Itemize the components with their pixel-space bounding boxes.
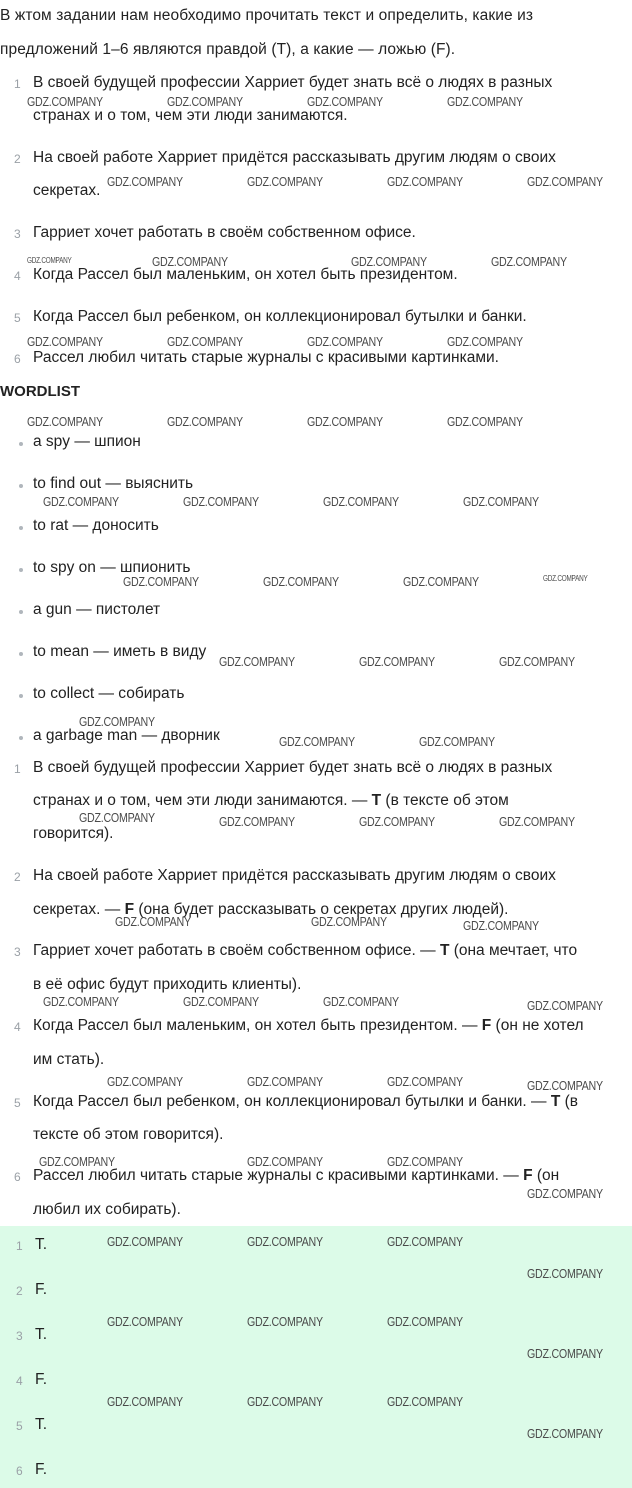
intro-line-2: предложений 1–6 являются правдой (T), а какие — ложью (F).	[0, 41, 456, 58]
explained-text	[33, 1167, 559, 1185]
explained-text-part: Гарриет хочет работать в своём собственном офисе. —	[33, 942, 440, 959]
watermark-text: GDZ.COMPANY	[247, 1394, 323, 1409]
statement-number: 5	[14, 311, 21, 325]
watermark-text: GDZ.COMPANY	[263, 574, 339, 589]
explained-text-part: (в	[560, 1093, 579, 1110]
bullet-icon	[19, 610, 23, 614]
statement-text: Гарриет хочет работать в своём собственном офисе.	[33, 224, 416, 241]
wordlist-heading: WORDLIST	[0, 383, 80, 400]
answer-number: 1	[16, 1239, 23, 1253]
explained-text-cont: им стать).	[33, 1051, 105, 1068]
watermark-text: GDZ.COMPANY	[107, 174, 183, 189]
watermark-text: GDZ.COMPANY	[527, 1186, 603, 1201]
answer-value: F.	[35, 1461, 48, 1478]
explained-text-part: Когда Рассел был маленьким, он хотел быть президентом. —	[33, 1017, 482, 1034]
watermark-text: GDZ.COMPANY	[387, 1314, 463, 1329]
watermark-text: GDZ.COMPANY	[499, 814, 575, 829]
explained-text-cont: говорится).	[33, 825, 114, 842]
watermark-text: GDZ.COMPANY	[247, 1234, 323, 1249]
statement-text: Рассел любил читать старые журналы с красивыми картинками.	[33, 349, 499, 366]
verdict-mark: F	[523, 1167, 533, 1184]
watermark-text: GDZ.COMPANY	[527, 174, 603, 189]
watermark-text: GDZ.COMPANY	[447, 414, 523, 429]
verdict-mark: F	[481, 1017, 492, 1034]
watermark-text: GDZ.COMPANY	[403, 574, 479, 589]
watermark-text: GDZ.COMPANY	[447, 334, 523, 349]
watermark-text: GDZ.COMPANY	[219, 814, 295, 829]
explained-text	[33, 942, 577, 960]
explained-text-part: (в тексте об этом	[381, 792, 509, 809]
answer-value: T.	[35, 1236, 48, 1253]
watermark-text: GDZ.COMPANY	[27, 414, 103, 429]
watermark-text: GDZ.COMPANY	[152, 254, 228, 269]
bullet-icon	[19, 442, 23, 446]
watermark-text: GDZ.COMPANY	[307, 334, 383, 349]
watermark-text: GDZ.COMPANY	[307, 414, 383, 429]
answer-number: 5	[16, 1419, 23, 1433]
watermark-text: GDZ.COMPANY	[387, 1074, 463, 1089]
watermark-text: GDZ.COMPANY	[183, 494, 259, 509]
watermark-text: GDZ.COMPANY	[311, 914, 387, 929]
watermark-text: GDZ.COMPANY	[107, 1394, 183, 1409]
bullet-icon	[19, 526, 23, 530]
watermark-text: GDZ.COMPANY	[167, 414, 243, 429]
explained-text-part: (он	[532, 1167, 560, 1184]
statement-text: В своей будущей профессии Харриет будет знать всё о людях в разных	[33, 74, 553, 91]
answer-value: T.	[35, 1326, 48, 1343]
explained-text-part: Когда Рассел был ребенком, он коллекционировал бутылки и банки. —	[33, 1093, 551, 1110]
watermark-text: GDZ.COMPANY	[27, 334, 103, 349]
answer-value: F.	[35, 1371, 48, 1388]
watermark-text: GDZ.COMPANY	[527, 1078, 603, 1093]
explained-text-part: (она будет рассказывать о секретах других людей).	[134, 901, 509, 918]
watermark-text: GDZ.COMPANY	[27, 256, 72, 265]
watermark-text: GDZ.COMPANY	[247, 1154, 323, 1169]
watermark-text: GDZ.COMPANY	[79, 810, 155, 825]
explained-text-part: (она мечтает, что	[449, 942, 578, 959]
explained-number: 6	[14, 1170, 21, 1184]
watermark-text: GDZ.COMPANY	[115, 914, 191, 929]
answer-number: 3	[16, 1329, 23, 1343]
statement-number: 3	[14, 227, 21, 241]
watermark-text: GDZ.COMPANY	[387, 1394, 463, 1409]
statement-text-cont: странах и о том, чем эти люди занимаются.	[33, 107, 348, 124]
watermark-text: GDZ.COMPANY	[79, 714, 155, 729]
watermark-text: GDZ.COMPANY	[387, 1154, 463, 1169]
watermark-text: GDZ.COMPANY	[107, 1234, 183, 1249]
bullet-icon	[19, 652, 23, 656]
wordlist-text: to spy on — шпионить	[33, 559, 191, 576]
bullet-icon	[19, 484, 23, 488]
watermark-text: GDZ.COMPANY	[247, 1314, 323, 1329]
explained-text-cont	[33, 901, 508, 919]
watermark-text: GDZ.COMPANY	[27, 94, 103, 109]
watermark-text: GDZ.COMPANY	[359, 654, 435, 669]
verdict-mark: T	[371, 792, 382, 809]
watermark-text: GDZ.COMPANY	[419, 734, 495, 749]
wordlist-text: a gun — пистолет	[33, 601, 161, 618]
watermark-text: GDZ.COMPANY	[323, 994, 399, 1009]
watermark-text: GDZ.COMPANY	[123, 574, 199, 589]
explained-number: 1	[14, 762, 21, 776]
watermark-text: GDZ.COMPANY	[447, 94, 523, 109]
watermark-text: GDZ.COMPANY	[219, 654, 295, 669]
bullet-icon	[19, 736, 23, 740]
explained-number: 3	[14, 945, 21, 959]
watermark-text: GDZ.COMPANY	[323, 494, 399, 509]
bullet-icon	[19, 568, 23, 572]
watermark-text: GDZ.COMPANY	[527, 998, 603, 1013]
watermark-text: GDZ.COMPANY	[39, 1154, 115, 1169]
explained-text	[33, 1017, 584, 1035]
bullet-icon	[19, 694, 23, 698]
explained-text-part: (он не хотел	[491, 1017, 584, 1034]
explained-text: На своей работе Харриет придётся рассказывать другим людям о своих	[33, 867, 556, 884]
statement-number: 6	[14, 352, 21, 366]
watermark-text: GDZ.COMPANY	[463, 494, 539, 509]
statement-text: Когда Рассел был маленьким, он хотел быть президентом.	[33, 266, 458, 283]
wordlist-text: a garbage man — дворник	[33, 727, 220, 744]
answer-number: 4	[16, 1374, 23, 1388]
watermark-text: GDZ.COMPANY	[107, 1314, 183, 1329]
watermark-text: GDZ.COMPANY	[351, 254, 427, 269]
explained-text-part: Рассел любил читать старые журналы с красивыми картинками. —	[33, 1167, 524, 1184]
watermark-text: GDZ.COMPANY	[359, 814, 435, 829]
watermark-text: GDZ.COMPANY	[527, 1426, 603, 1441]
statement-text-cont: секретах.	[33, 182, 101, 199]
wordlist-text: to rat — доносить	[33, 517, 159, 534]
watermark-text: GDZ.COMPANY	[279, 734, 355, 749]
wordlist-text: to collect — собирать	[33, 685, 185, 702]
statement-text: На своей работе Харриет придётся рассказывать другим людям о своих	[33, 149, 556, 166]
answer-number: 2	[16, 1284, 23, 1298]
explained-text: В своей будущей профессии Харриет будет знать всё о людях в разных	[33, 759, 553, 776]
watermark-text: GDZ.COMPANY	[527, 1346, 603, 1361]
explained-number: 2	[14, 870, 21, 884]
watermark-text: GDZ.COMPANY	[167, 94, 243, 109]
watermark-text: GDZ.COMPANY	[543, 574, 588, 583]
verdict-mark: T	[439, 942, 450, 959]
watermark-text: GDZ.COMPANY	[307, 94, 383, 109]
explained-number: 5	[14, 1096, 21, 1110]
answer-value: T.	[35, 1416, 48, 1433]
statement-number: 4	[14, 269, 21, 283]
wordlist-text: a spy — шпион	[33, 433, 141, 450]
explained-text-cont	[33, 792, 509, 810]
wordlist-text: to find out — выяснить	[33, 475, 194, 492]
explained-text-cont: в её офис будут приходить клиенты).	[33, 976, 302, 993]
answer-number: 6	[16, 1464, 23, 1478]
watermark-text: GDZ.COMPANY	[463, 918, 539, 933]
watermark-text: GDZ.COMPANY	[43, 494, 119, 509]
statement-number: 1	[14, 77, 21, 91]
explained-text	[33, 1093, 578, 1111]
statement-text: Когда Рассел был ребенком, он коллекционировал бутылки и банки.	[33, 308, 527, 325]
explained-text-cont: тексте об этом говорится).	[33, 1126, 224, 1143]
explained-text-part: секретах. —	[33, 901, 125, 918]
statement-number: 2	[14, 152, 21, 166]
wordlist-text: to mean — иметь в виду	[33, 643, 207, 660]
watermark-text: GDZ.COMPANY	[499, 654, 575, 669]
watermark-text: GDZ.COMPANY	[183, 994, 259, 1009]
watermark-text: GDZ.COMPANY	[491, 254, 567, 269]
watermark-text: GDZ.COMPANY	[527, 1266, 603, 1281]
verdict-mark: T	[550, 1093, 561, 1110]
watermark-text: GDZ.COMPANY	[387, 1234, 463, 1249]
intro-line-1: В жтом задании нам необходимо прочитать текст и определить, какие из	[0, 7, 534, 24]
verdict-mark: F	[124, 901, 135, 918]
explained-number: 4	[14, 1020, 21, 1034]
watermark-text: GDZ.COMPANY	[387, 174, 463, 189]
explained-text-cont: любил их собирать).	[33, 1201, 181, 1218]
watermark-text: GDZ.COMPANY	[247, 174, 323, 189]
watermark-text: GDZ.COMPANY	[43, 994, 119, 1009]
answer-value: F.	[35, 1281, 48, 1298]
watermark-text: GDZ.COMPANY	[247, 1074, 323, 1089]
watermark-text: GDZ.COMPANY	[107, 1074, 183, 1089]
explained-text-part: странах и о том, чем эти люди занимаются. —	[33, 792, 372, 809]
watermark-text: GDZ.COMPANY	[167, 334, 243, 349]
